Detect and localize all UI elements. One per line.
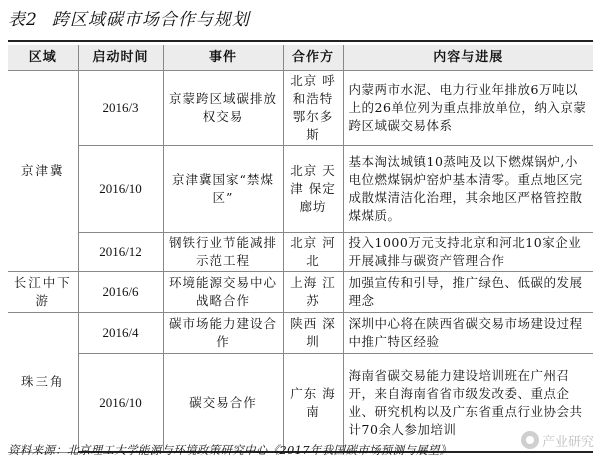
- region-cell-changjiang: 长江中下游: [8, 272, 78, 313]
- watermark-text: 产业研究: [541, 434, 594, 450]
- content-progress: 投入1000万元支持北京和河北10家企业开展减排与碳资产管理合作: [343, 233, 593, 272]
- event-name: 碳市场能力建设合作: [163, 313, 283, 354]
- start-date: 2016/3: [78, 71, 163, 146]
- content-progress: 基本淘汰城镇10蒸吨及以下燃煤锅炉,小电位燃煤锅炉窑炉基本清零。重点地区完成散煤清洁化治理，其余地区严格管控散煤煤质。: [343, 146, 593, 233]
- partners: 广东 海南: [283, 354, 343, 453]
- event-name: 环境能源交易中心战略合作: [163, 272, 283, 313]
- table-title-text: 跨区域碳市场合作与规划: [51, 10, 250, 30]
- top-rule: [8, 40, 593, 42]
- start-date: 2016/10: [78, 354, 163, 453]
- header-event: 事件: [163, 45, 283, 71]
- region-cell-zhusanjiao: 珠三角: [8, 313, 78, 453]
- start-date: 2016/4: [78, 313, 163, 354]
- table-row: [8, 233, 593, 272]
- header-region: 区域: [8, 45, 78, 71]
- table-row: [8, 354, 593, 453]
- start-date: 2016/10: [78, 146, 163, 233]
- event-name: 碳交易合作: [163, 354, 283, 453]
- region-cell-jingjinji: 京津冀: [8, 71, 78, 272]
- header-row: [8, 45, 593, 71]
- table-number: 表2: [8, 10, 38, 30]
- table-row: [8, 146, 593, 233]
- partners: 陕西 深圳: [283, 313, 343, 354]
- table-row: [8, 313, 593, 354]
- start-date: 2016/6: [78, 272, 163, 313]
- start-date: 2016/12: [78, 233, 163, 272]
- watermark: [521, 429, 594, 451]
- table-row: [8, 272, 593, 313]
- content-progress: 加强宣传和引导，推广绿色、低碳的发展理念: [343, 272, 593, 313]
- content-progress: 海南省碳交易能力建设培训班在广州召开，来自海南省省市级发改委、重点企业、研究机构以及广东省重点行业协会共计70余人参加培训: [343, 354, 593, 453]
- partners: 北京 河北: [283, 233, 343, 272]
- event-name: 京蒙跨区域碳排放权交易: [163, 71, 283, 146]
- content-progress: 内蒙两市水泥、电力行业年排放6万吨以上的26单位列为重点排放单位，纳入京蒙跨区域碳交易体系: [343, 71, 593, 146]
- event-name: 京津冀国家“禁煤区”: [163, 146, 283, 233]
- partners: 上海 江苏: [283, 272, 343, 313]
- table-row: [8, 71, 593, 146]
- header-content: 内容与进展: [343, 45, 593, 71]
- carbon-market-table: [8, 45, 593, 453]
- content-progress: 深圳中心将在陕西省碳交易市场建设过程中推广特区经验: [343, 313, 593, 354]
- header-start-time: 启动时间: [78, 45, 163, 71]
- header-partners: 合作方: [283, 45, 343, 71]
- partners: 北京 呼和浩特 鄂尔多斯: [283, 71, 343, 146]
- source-note: 资料来源：北京理工大学能源与环境政策研究中心《2017年我国碳市场预测与展望》: [8, 443, 452, 457]
- wechat-logo-icon: [521, 431, 539, 449]
- table-title: [8, 5, 250, 35]
- event-name: 钢铁行业节能减排示范工程: [163, 233, 283, 272]
- partners: 北京 天津 保定 廊坊: [283, 146, 343, 233]
